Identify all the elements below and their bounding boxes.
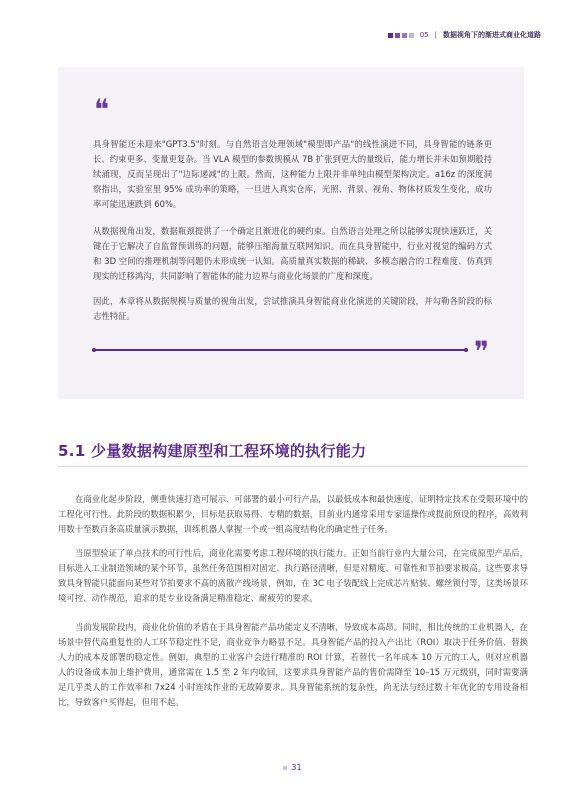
- divider-dot: [92, 348, 96, 352]
- page-number: 31: [291, 763, 302, 772]
- quote-paragraph: 从数据视角出发，数据瓶颈提供了一个确定且渐进化的硬约束。自然语言处理之所以能够实现快速跃迁，关键在于它解决了自监督预训练的问题，能够压缩海量互联网知识。而在具身智能中，行业对视觉的编码方式和 3D 空间的推理机制等问题仍未形成统一认知。高质量真实数据的稀缺、多模态融合的工程难度、仿真到现实的迁移鸿沟，共同影响了智能体的能力边界与商业化场景的广度和深度。: [93, 226, 492, 281]
- quote-paragraph: 因此，本章将从数据规模与质量的视角出发，尝试推演具身智能商业化演进的关键阶段，并勾勒各阶段的标志性特征。: [93, 296, 492, 321]
- footer-square-icon: [283, 766, 287, 770]
- section-divider: [58, 466, 528, 467]
- header-squares-decoration: [388, 33, 414, 38]
- body-paragraph: 在商业化起步阶段，侧重快速打造可展示、可部署的最小可行产品，以最低成本和最快速度，证明特定技术在受限环境中的工程化可行性。此阶段的数据积累少，目标是获取易得、专精的数据，目前业内通常采用专家遥操作或提前预设的程序，高效利用数十至数百条高质量演示数据，训练机器人掌握一个或一组高度结构化的确定性子任务。: [58, 494, 528, 534]
- close-quote-icon: ❞: [474, 335, 488, 368]
- body-paragraph: 当前发展阶段内，商业化价值的矛盾在于具身智能产品功能定义不清晰，导致成本高昂。同时，相比传统的工业机器人，在场景中替代高重复性的人工环节稳定性不足，商业竞争力略显不足。具身智能产品的投入产出比（ROI）取决于任务价值、替换人力的成本及部署的稳定性。例如，典型的工业客户会进行精准的 ROI 计算，若替代一名年成本 10 万元的工人，则对应机器人的设备成本加上维护费用，通常需在 1.5 至 2 年内收回，这要求具身智能产品的售价需降至 10–15 万元级别，同时需要满足几乎类人的工作效率和 7x24 小时连续作业的无故障要求。具身智能系统的复杂性，尚无法与经过数十年优化的专用设备相比，导致客户买得起，但用不起。: [58, 622, 528, 707]
- section-heading: 5.1 少量数据构建原型和工程环境的执行能力: [58, 442, 367, 460]
- header-square: [409, 33, 414, 38]
- divider-dot: [464, 348, 468, 352]
- body-paragraph: 当原型验证了单点技术的可行性后，商业化需要考虑工程环境的执行能力。正如当前行业内大量公司，在完成原型产品后，目标进入工业制造领域的某个环节，虽然任务范围相对固定、执行路径清晰，但是对精度、可靠性和节拍要求极高。这些要求导致具身智能只能面向某些对节拍要求不高的离散产线场景，例如，在 3C 电子装配线上完成芯片贴装、螺丝锁付等，这类场景环境可控、动作规范，追求的是专业设备满足精准稳定、耐疲劳的要求。: [58, 548, 528, 603]
- header-square: [402, 33, 407, 38]
- chapter-number: 05: [419, 31, 429, 39]
- open-quote-icon: ❝: [94, 93, 108, 126]
- quote-paragraph: 具身智能还未迎来"GPT3.5"时刻。与自然语言处理领域"模型即产品"的线性演进不同，具身智能的链条更长、约束更多、变量更复杂。当 VLA 模型的参数规模从 7B 扩张到更大的量级后，能力增长并未如预期般持续涌现，反而呈现出了"边际递减"的上限。然而，这种能力上限并非单纯由模型架构决定。a16z 的深度洞察指出，实验室里 95% 成功率的策略，一旦进入真实仓库，光照、背景、视角、物体材质发生变化，成功率可能迅速跌到 60%。: [93, 139, 492, 209]
- chapter-title: 数据视角下的渐进式商业化道路: [443, 31, 541, 39]
- page-header: [388, 30, 541, 40]
- header-square: [395, 33, 400, 38]
- header-separator: |: [434, 31, 437, 39]
- header-square: [388, 33, 393, 38]
- page-footer: [0, 763, 585, 772]
- quote-divider-line: [94, 349, 466, 351]
